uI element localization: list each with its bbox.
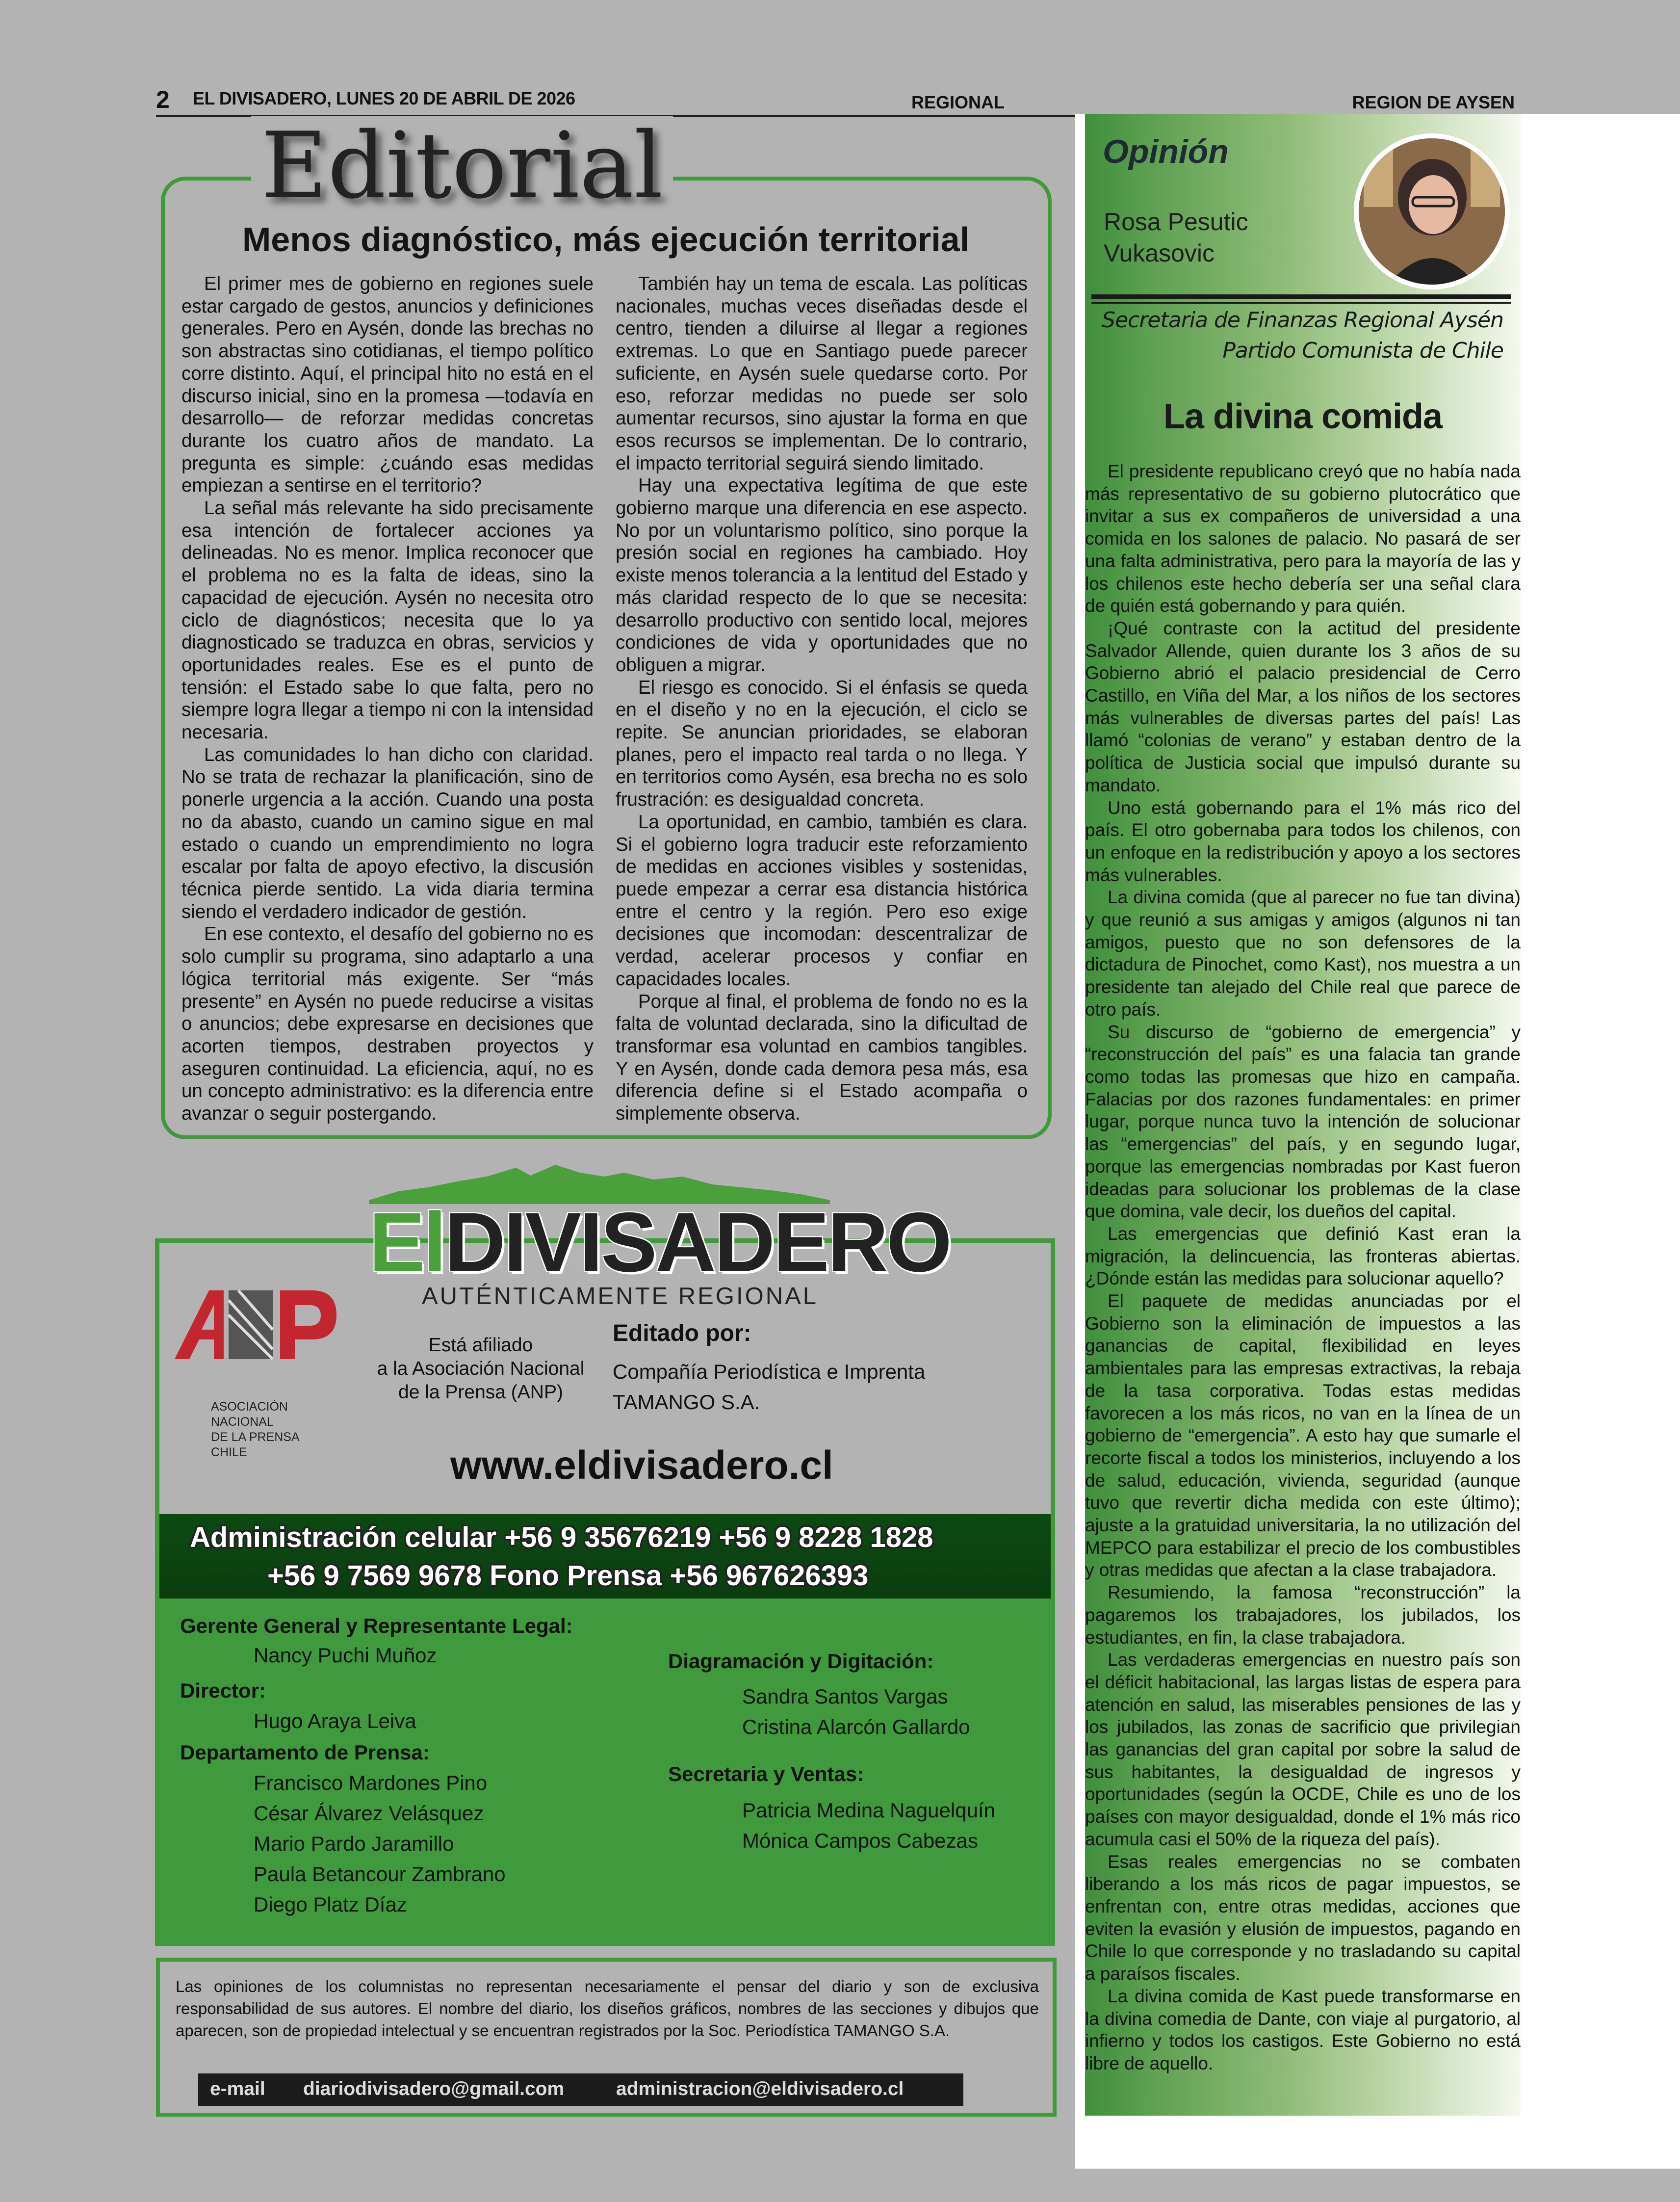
opinion-title: La divina comida	[1163, 397, 1443, 436]
logo-prefix: El	[369, 1195, 445, 1289]
diagramacion-title: Diagramación y Digitación:	[668, 1650, 934, 1673]
author-role-line: Partido Comunista de Chile	[1222, 338, 1503, 363]
ventas-title: Secretaria y Ventas:	[668, 1762, 864, 1785]
editorial-paragraph: Las comunidades lo han dicho con claridad. No se trata de rechazar la planificación, sino de ponerle urgencia a la acción. Cuando una posta no da abasto, cuando un camino sigue en mal estado o cuando un emprendimiento no logra escalar por falta de apoyo efectivo, la discusión técnica pierde sentido. La vida diaria termina siendo el verdadero indicador de gestión.	[181, 744, 594, 922]
opinion-label: Opinión	[1103, 133, 1229, 170]
author-name-line: Rosa Pesutic	[1104, 208, 1248, 236]
editor-line-1: Compañía Periodística e Imprenta	[613, 1360, 926, 1383]
diagramacion-name: Cristina Alarcón Gallardo	[742, 1715, 970, 1738]
ventas-name: Patricia Medina Naguelquín	[742, 1799, 995, 1822]
ventas-name: Mónica Campos Cabezas	[742, 1829, 978, 1852]
opinion-paragraph: Las emergencias que definió Kast eran la migración, la delincuencia, las fronteras abiertas. ¿Dónde están las medidas para solucionar aquello?	[1085, 1223, 1521, 1289]
opinion-paragraph: La divina comida (que al parecer no fue tan divina) y que reunió a sus amigas y amigos (algunos ni tan amigos, puesto que no son defensores de la dictadura de Pinochet, como Kast), nos muestra a un presidente tan alejado del Chile real que parece de otro país.	[1085, 887, 1521, 1020]
contact-line-1: Administración celular +56 9 35676219 +56 9 8228 1828	[190, 1521, 933, 1553]
page-number: 2	[156, 86, 170, 113]
prensa-name: Francisco Mardones Pino	[254, 1771, 488, 1794]
opinion-paragraph: El presidente republicano creyó que no había nada más representativo de su gobierno plutocrático que invitar a sus ex compañeros de universidad a una comida en los salones de palacio. No pasará de ser una falta administrativa, pero para la mayoría de las y los chilenos este hecho debería ser una señal clara de quién está gobernando y para quién.	[1085, 461, 1521, 616]
editorial-paragraph: La oportunidad, en cambio, también es clara. Si el gobierno logra traducir este reforzamiento de medidas en acciones visibles y sostenidas, puede empezar a cerrar esa distancia histórica entre el centro y la región. Pero eso exige decisiones que incomodan: descentralizar de verdad, acelerar procesos y confiar en capacidades locales.	[616, 811, 1028, 990]
anp-caption-line: ASOCIACIÓN	[211, 1400, 288, 1414]
anp-logo-icon	[175, 1285, 336, 1364]
editorial-paragraph: Porque al final, el problema de fondo no es la falta de voluntad declarada, sino la dificultad de transformar esa voluntad en cambios tangibles. Y en Aysén, donde cada demora pesa más, esa diferencia define si el Estado acompaña o simplemente observa.	[616, 991, 1028, 1125]
opinion-paragraph: El paquete de medidas anunciadas por el Gobierno son la eliminación de impuestos a las ganancias de capital, flexibilidad en leyes ambientales para las empresas extractivas, la rebaja de la tasa corporativa. Todas estas medidas favorecen a los más ricos, no van en la línea de un gobierno de “emergencia”. A esto hay que sumarle el recorte fiscal a todos los ministerios, incluyendo a los de salud, educación, vivienda, seguridad (aunque tuvo que revertir dicha medida con este último); ajuste a la gratuidad universitaria, la no utilización del MEPCO para estabilizar el precio de los combustibles y otras medidas que afectan a la clase trabajadora.	[1085, 1291, 1521, 1580]
anp-caption-line: DE LA PRENSA	[211, 1430, 300, 1444]
anp-caption-line: NACIONAL	[211, 1415, 274, 1429]
section-name: REGIONAL	[911, 92, 1005, 112]
prensa-name: Mario Pardo Jaramillo	[254, 1832, 454, 1855]
anp-caption	[211, 1399, 300, 1460]
editorial-paragraph: En ese contexto, el desafío del gobierno no es solo cumplir su programa, sino adaptarlo a una lógica territorial más exigente. Ser “más presente” en Aysén no puede reducirse a visitas o anuncios; debe expresarse en decisiones que acorten tiempos, destraben proyectos y aseguren continuidad. La eficiencia, aquí, no es un concepto administrativo: es la diferencia entre avanzar o seguir postergando.	[181, 923, 594, 1125]
opinion-paragraph: La divina comida de Kast puede transformarse en la divina comedia de Dante, con viaje al purgatorio, al infierno y todos los castigos. Este Gobierno no está libre de aquello.	[1085, 1986, 1521, 2073]
editor-title: Editado por:	[613, 1320, 751, 1346]
gerente-name: Nancy Puchi Muñoz	[254, 1644, 437, 1667]
editorial-paragraph: El riesgo es conocido. Si el énfasis se queda en el diseño y no en la ejecución, el ciclo se repite. Se anuncian prioridades, se elaboran planes, pero el impacto real tarda o no llega. Y en territorios como Aysén, esa brecha no es solo frustración: es desigualdad concreta.	[616, 677, 1028, 811]
staff-panel	[159, 1599, 1051, 1942]
opinion-body	[1085, 460, 1521, 2075]
opinion-paragraph: Esas reales emergencias no se combaten liberando a los más ricos de pagar impuestos, se enfrentan con, entre otras medidas, acciones que eviten la evasión y elusión de impuestos, pagando en Chile lo que corresponde y no trasladando su capital a paraísos fiscales.	[1085, 1851, 1521, 1984]
author-name	[1104, 206, 1248, 269]
author-photo	[1354, 133, 1510, 289]
author-portrait-icon	[1359, 138, 1505, 285]
date-line: EL DIVISADERO, LUNES 20 DE ABRIL DE 2026	[193, 88, 575, 108]
contact-line-2: +56 9 7569 9678 Fono Prensa +56 967626393	[267, 1560, 869, 1592]
editorial-label: Editorial	[251, 116, 673, 216]
prensa-name: César Álvarez Velásquez	[254, 1802, 484, 1825]
email-label: e-mail	[210, 2078, 265, 2099]
affiliation-line: Está afiliado	[428, 1335, 533, 1356]
editorial-headline: Menos diagnóstico, más ejecución territorial	[242, 220, 970, 259]
director-name: Hugo Araya Leiva	[254, 1709, 416, 1732]
gerente-title: Gerente General y Representante Legal:	[180, 1614, 573, 1637]
editorial-paragraph: El primer mes de gobierno en regiones suele estar cargado de gestos, anuncios y definiciones generales. Pero en Aysén, donde las brechas no son abstractas sino cotidianas, el tiempo político corre distinto. Aquí, el principal hito no está en el discurso inicial, sino en la promesa —todavía en desarrollo— de reforzar medidas concretas durante los cuatro años de mandato. La pregunta es simple: ¿cuándo esas medidas empiezan a sentirse en el territorio?	[181, 273, 594, 497]
email-link-2[interactable]: administracion@eldivisadero.cl	[616, 2078, 904, 2099]
newspaper-logo	[369, 1195, 950, 1289]
opinion-paragraph: ¡Qué contraste con la actitud del presidente Salvador Allende, quien durante los 3 años de su Gobierno abrió el palacio presidencial de Cerro Castillo, en Viña del Mar, a los niños de los sectores más vulnerables de diversas partes del país! Las llamó “colonias de verano” y estaban dentro de la política de Justicia social que impulsó durante su mandato.	[1085, 618, 1521, 795]
contact-band	[159, 1514, 1051, 1599]
website-link[interactable]: www.eldivisadero.cl	[450, 1443, 833, 1488]
prensa-title: Departamento de Prensa:	[180, 1741, 430, 1764]
email-link-1[interactable]: diariodivisadero@gmail.com	[303, 2078, 565, 2099]
editorial-paragraph: También hay un tema de escala. Las políticas nacionales, muchas veces diseñadas desde el centro, tienden a diluirse al llegar a regiones extremas. Lo que en Santiago puede parecer suficiente, en Aysén suele quedarse corto. Por eso, reforzar medidas no puede ser solo aumentar recursos, sino ajustar la forma en que esos recursos se implementan. De lo contrario, el impacto territorial seguirá siendo limitado.	[616, 273, 1028, 474]
affiliation-text	[363, 1334, 598, 1404]
author-divider	[1091, 294, 1511, 299]
opinion-paragraph: Resumiendo, la famosa “reconstrucción” la pagaremos los trabajadores, los jubilados, los estudiantes, en fin, la clase trabajadora.	[1085, 1582, 1521, 1648]
editorial-column-1	[181, 273, 594, 1125]
diagramacion-name: Sandra Santos Vargas	[742, 1685, 948, 1708]
opinion-paragraph: Su discurso de “gobierno de emergencia” y “reconstrucción del país” es una falacia tan grande como todas las promesas que hizo en campaña. Falacias por dos razones fundamentales: en primer lugar, porque nunca tuvo la intención de solucionar las “emergencias” del país, y en segundo lugar, porque las emergencias nombradas por Kast fueron ideadas para solucionar los problemas de la clase que domina, vale decir, los dueños del capital.	[1085, 1022, 1521, 1222]
author-role	[1091, 305, 1503, 366]
affiliation-line: de la Prensa (ANP)	[398, 1382, 563, 1403]
disclaimer-text: Las opiniones de los columnistas no representan necesariamente el pensar del diario y son de exclusiva responsabilidad de sus autores. El nombre del diario, los diseños gráficos, nombres de las secciones y dibujos que aparecen, son de propiedad intelectual y se encuentran registrados por la Soc. Periodística TAMANGO S.A.	[176, 1977, 1039, 2040]
author-role-line: Secretaria de Finanzas Regional Aysén	[1102, 308, 1503, 333]
anp-caption-line: CHILE	[211, 1445, 247, 1459]
editor-line-2: TAMANGO S.A.	[613, 1390, 760, 1414]
email-bar	[198, 2073, 963, 2106]
editorial-column-2	[616, 273, 1028, 1125]
author-divider-thin	[1091, 302, 1511, 304]
prensa-name: Diego Platz Díaz	[254, 1893, 407, 1916]
logo-tagline: AUTÉNTICAMENTE REGIONAL	[422, 1283, 819, 1310]
author-name-line: Vukasovic	[1104, 239, 1215, 267]
editorial-paragraph: Hay una expectativa legítima de que este gobierno marque una diferencia en ese aspecto. No por un voluntarismo político, sino porque la presión social en regiones ha cambiado. Hoy existe menos tolerancia a la lentitud del Estado y más claridad respecto de lo que se necesita: desarrollo productivo con sentido local, mejores condiciones de vida y oportunidades que no obliguen a migrar.	[616, 475, 1028, 676]
prensa-name: Paula Betancour Zambrano	[254, 1862, 506, 1886]
affiliation-line: a la Asociación Nacional	[377, 1358, 585, 1379]
director-title: Director:	[180, 1679, 266, 1702]
opinion-paragraph: Las verdaderas emergencias en nuestro país son el déficit habitacional, las largas listas de espera para atención en salud, las miserables pensiones de las y los jubilados, las zonas de sacrificio que privilegian las ganancias del gran capital por sobre la salud de sus habitantes, la desigualdad de ingresos y oportunidades (según la OCDE, Chile es uno de los países con mayor desigualdad, donde el 1% más rico acumula casi el 50% de la riqueza del país).	[1085, 1650, 1521, 1849]
region-name: REGION DE AYSEN	[1352, 92, 1515, 112]
editorial-paragraph: La señal más relevante ha sido precisamente esa intención de fortalecer acciones ya delineadas. No es menor. Implica reconocer que el problema no es la falta de ideas, sino la capacidad de ejecución. Aysén no necesita otro ciclo de diagnósticos; necesita que lo ya diagnosticado se traduzca en obras, servicios y oportunidades reales. Ese es el punto de tensión: el Estado sabe lo que falta, pero no siempre logra llegar a tiempo ni con la intensidad necesaria.	[181, 498, 594, 743]
opinion-paragraph: Uno está gobernando para el 1% más rico del país. El otro gobernaba para todos los chilenos, con un enfoque en la redistribución y apoyo a los sectores más vulnerables.	[1085, 797, 1521, 885]
logo-main: DIVISADERO	[444, 1195, 950, 1289]
